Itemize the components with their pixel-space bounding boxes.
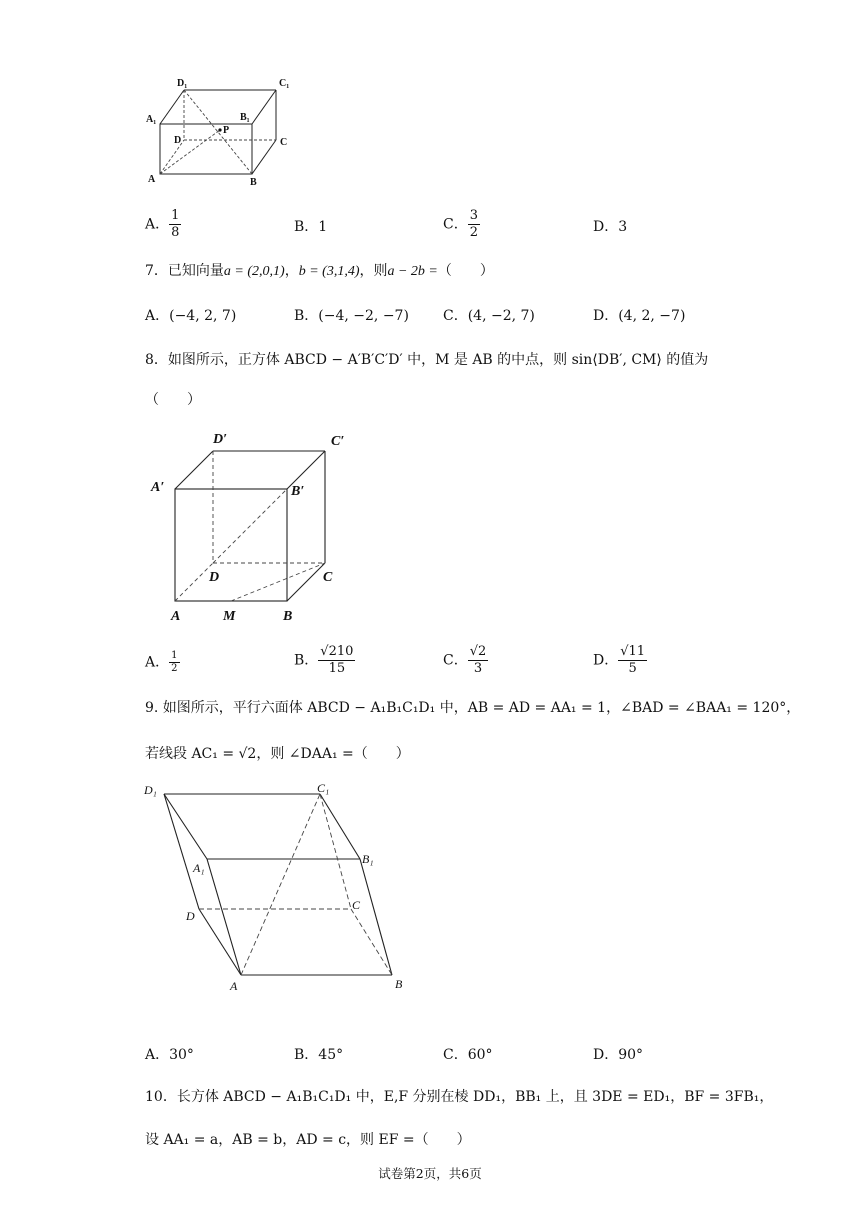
label-C1: C₁ [279,78,290,89]
q9-option-a[interactable]: A．30° [145,1047,194,1063]
q9-stem-line1: 9. 如图所示，平行六面体 ABCD − A₁B₁C₁D₁ 中，AB = AD = AA₁ = 1，∠BAD = ∠BAA₁ = 120°， [145,700,801,716]
label-B: B [395,977,403,991]
q9-option-c[interactable]: C．60° [443,1047,493,1063]
q7-option-c[interactable]: C．(4, −2, 7) [443,308,535,324]
label-D1: D₁ [177,78,188,89]
label-A1: A₁ [146,114,157,125]
label-D1: D₁ [144,783,157,797]
label-B: B [283,609,293,624]
label-A1: A₁ [193,861,205,875]
label-Cprime: C′ [331,434,345,449]
page-footer: 试卷第2页，共6页 [378,1166,482,1181]
q8-option-a[interactable]: A． $\frac{1}{2}$ [145,650,178,674]
label-D: D [174,135,182,146]
label-C: C [323,570,333,585]
label-M: M [223,609,236,624]
label-C1: C₁ [317,781,330,795]
label-C: C [352,898,361,912]
q7-option-d[interactable]: D．(4, 2, −7) [593,308,686,324]
label-Bprime: B′ [291,484,305,499]
figure-box-p [140,72,300,192]
q7-stem: 7．已知向量a = (2,0,1)，b = (3,1,4)，则a − 2b =（ ） [145,263,494,279]
label-B1: B₁ [362,852,374,866]
q8-option-d[interactable]: D． $\frac{√11}{5}$ [593,644,646,676]
label-B1: B₁ [240,112,250,123]
q8-stem: 8．如图所示，正方体 ABCD − A′B′C′D′ 中，M 是 AB 的中点，则 sin⟨DB′, CM⟩ 的值为 [145,352,709,368]
q8-option-c[interactable]: C． $\frac{√2}{3}$ [443,644,487,676]
label-P: P [223,125,230,136]
q7-option-b[interactable]: B．(−4, −2, −7) [294,308,409,324]
figure-cube [145,425,365,625]
label-C: C [280,137,288,148]
label-A: A [230,979,238,993]
label-D: D [209,570,220,585]
label-Aprime: A′ [151,480,165,495]
q7-option-a[interactable]: A．(−4, 2, 7) [145,308,237,324]
q6-option-a[interactable]: A． $\frac{1}{8}$ [145,208,180,240]
q6-option-b[interactable]: B．1 [294,219,328,235]
q8-paren: （ ） [145,392,201,408]
q9-option-d[interactable]: D．90° [593,1047,644,1063]
label-D: D [186,909,195,923]
label-A: A [148,174,156,185]
label-B: B [250,177,257,188]
label-Dprime: D′ [213,432,228,447]
figure-parallelepiped [140,778,420,998]
q8-option-b[interactable]: B． $\frac{√210}{15}$ [294,644,354,676]
label-A: A [171,609,181,624]
q9-stem-line2: 若线段 AC₁ = √2，则 ∠DAA₁ =（ ） [145,746,410,762]
q6-option-d[interactable]: D．3 [593,219,628,235]
q10-stem-line1: 10．长方体 ABCD − A₁B₁C₁D₁ 中，E,F 分别在棱 DD₁，BB₁ 上，且 3DE = ED₁，BF = 3FB₁， [145,1089,774,1105]
q6-option-c[interactable]: C． $\frac{3}{2}$ [443,208,478,240]
q9-option-b[interactable]: B．45° [294,1047,344,1063]
q10-stem-line2: 设 AA₁ = a，AB = b，AD = c，则 EF =（ ） [145,1132,471,1148]
